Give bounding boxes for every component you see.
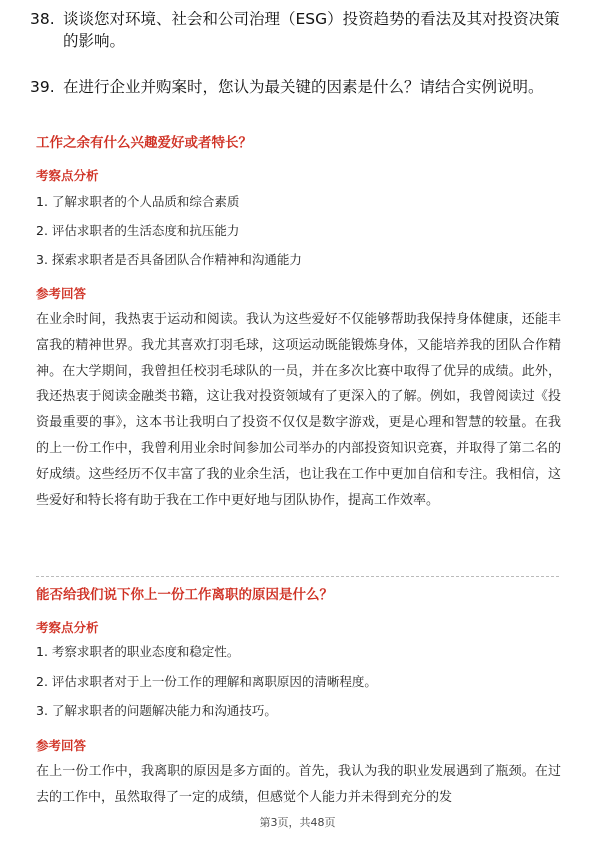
answer-label: 参考回答: [36, 286, 87, 301]
question-number: 39.: [30, 78, 55, 96]
question-38: [30, 8, 560, 52]
analysis-label: 考察点分析: [36, 620, 99, 635]
analysis-point: 1. 了解求职者的个人品质和综合素质: [36, 194, 240, 209]
answer-text: 在业余时间，我热衷于运动和阅读。我认为这些爱好不仅能够帮助我保持身体健康，还能丰富我的精神世界。我尤其喜欢打羽毛球，这项运动既能锻炼身体，又能培养我的团队合作精神。在大学期间，我曾担任校羽毛球队的一员，并在多次比赛中取得了优异的成绩。此外，我还热衷于阅读金融类书籍，这让我对投资领域有了更深入的了解。例如，我曾阅读过《投资最重要的事》，这本书让我明白了投资不仅仅是数字游戏，更是心理和智慧的较量。在我的上一份工作中，我曾利用业余时间参加公司举办的内部投资知识竞赛，并取得了第二名的好成绩。这些经历不仅丰富了我的业余生活，也让我在工作中更加自信和专注。我相信，这些爱好和特长将有助于我在工作中更好地与团队协作，提高工作效率。: [36, 312, 561, 508]
question-number: 38.: [30, 10, 55, 28]
answer-text: 在上一份工作中，我离职的原因是多方面的。首先，我认为我的职业发展遇到了瓶颈。在过去的工作中，虽然取得了一定的成绩，但感觉个人能力并未得到充分的发: [36, 764, 561, 805]
question-39: [30, 76, 560, 98]
analysis-point: 2. 评估求职者对于上一份工作的理解和离职原因的清晰程度。: [36, 674, 377, 689]
analysis-point: 3. 探索求职者是否具备团队合作精神和沟通能力: [36, 252, 302, 267]
page-footer: 第3页，共48页: [259, 816, 336, 829]
section-divider: [36, 576, 559, 577]
analysis-label: 考察点分析: [36, 168, 99, 183]
analysis-point: 1. 考察求职者的职业态度和稳定性。: [36, 644, 240, 659]
section-title-leaving-reason: 能否给我们说下你上一份工作离职的原因是什么？: [36, 587, 333, 603]
analysis-point: 2. 评估求职者的生活态度和抗压能力: [36, 223, 240, 238]
answer-label: 参考回答: [36, 738, 87, 753]
section-title-hobbies: 工作之余有什么兴趣爱好或者特长？: [36, 135, 252, 151]
question-text: 在进行企业并购案时，您认为最关键的因素是什么？请结合实例说明。: [63, 78, 544, 96]
question-text: 谈谈您对环境、社会和公司治理（ESG）投资趋势的看法及其对投资决策的影响。: [63, 10, 560, 50]
analysis-point: 3. 了解求职者的问题解决能力和沟通技巧。: [36, 703, 277, 718]
